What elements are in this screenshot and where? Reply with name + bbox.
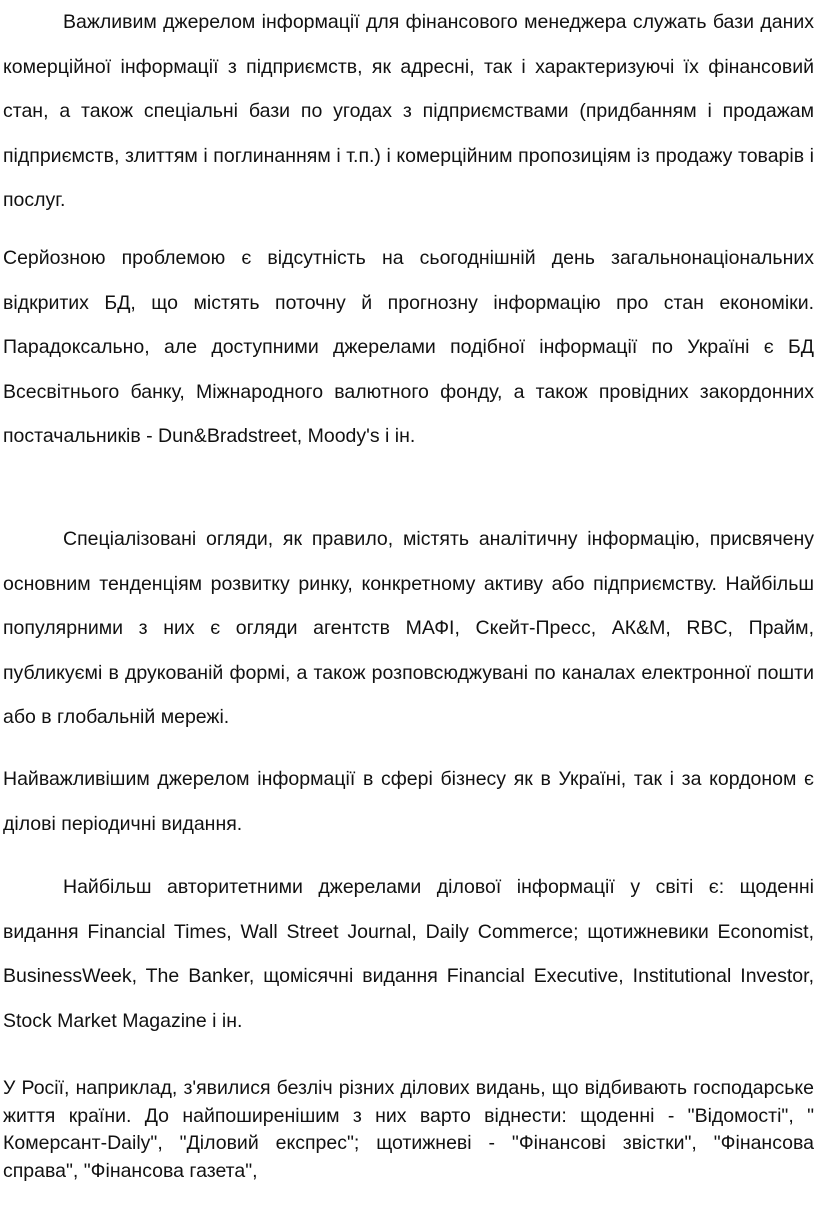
paragraph-russian-publications: У Росії, наприклад, з'явилися безліч різних ділових видань, що відбивають господарське життя країни. До найпоширенішим з них варто віднести: щоденні - "Відомості", " Комерсант-Daily", "Діловий експрес"; щотижневі - "Фінансові звістки", "Фінансова справа", "Фінансова газета", <box>3 1077 814 1182</box>
paragraph-periodicals: Найважливішим джерелом інформації в сфері бізнесу як в Україні, так і за кордоном є ділові періодичні видання. <box>3 768 814 835</box>
paragraph-business-databases: Важливим джерелом інформації для фінансового менеджера служать бази даних комерційної інформації з підприємств, як адресні, так і характеризуючі їх фінансовий стан, а також спеціальні бази по угодах з підприємствами (придбанням і продажам підприємств, злиттям і поглинанням і т.п.) і комерційним пропозиціям із продажу товарів і послуг. <box>3 11 814 212</box>
paragraph-open-databases-problem: Серйозною проблемою є відсутність на сьогоднішній день загальнонаціональних відкритих БД, що містять поточну й прогнозну інформацію про стан економіки. Парадоксально, але доступними джерелами подібної інформації по Україні є БД Всесвітнього банку, Міжнародного валютного фонду, а також провідних закордонних постачальників - Dun&Bradstreet, Moody's і ін. <box>3 247 814 448</box>
paragraph-specialized-reviews: Спеціалізовані огляди, як правило, містять аналітичну інформацію, присвячену основним тенденціям розвитку ринку, конкретному активу або підприємству. Найбільш популярними з них є огляди агентств МАФІ, Скейт-Пресс, АК&M, RBC, Прайм, публикуємі в друкованій формі, а також розповсюджувані по каналах електронної пошти або в глобальній мережі. <box>3 528 814 729</box>
paragraph-authoritative-sources: Найбільш авторитетними джерелами ділової інформації у світі є: щоденні видання Financial Times, Wall Street Journal, Daily Commerce; щотижневики Economist, BusinessWeek, The Banker, щомісячні видання Financial Executive, Institutional Investor, Stock Market Magazine і ін. <box>3 876 814 1032</box>
